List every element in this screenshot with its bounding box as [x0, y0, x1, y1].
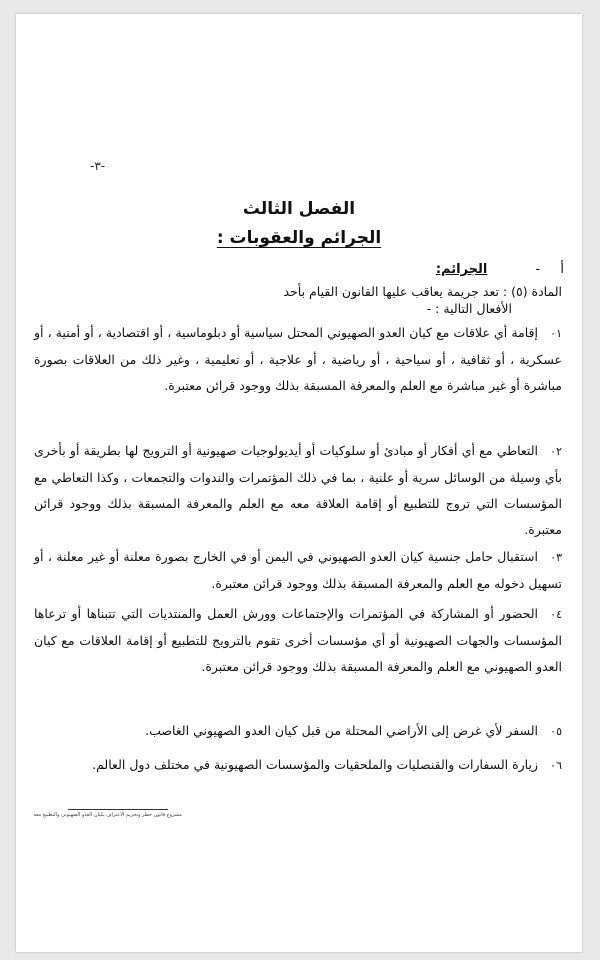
list-item — [34, 320, 562, 399]
list-item — [34, 601, 562, 680]
section-title: الجرائم والعقوبات : — [216, 228, 382, 248]
list-item — [34, 544, 562, 597]
chapter-title: الفصل الثالث — [242, 199, 356, 219]
item-number: ٠١ — [550, 327, 562, 340]
page-number: -٣- — [90, 159, 106, 173]
item-text: استقبال حامل جنسية كيان العدو الصهيوني في اليمن أو في الخارج بصورة معلنة أو غير معلنة ، أو تسهيل دخوله مع العلم والمعرفة المسبقة بذلك ووجود قرائن معتبرة. — [34, 549, 562, 591]
item-text: زيارة السفارات والقنصليات والملحقيات والمؤسسات الصهيونية في مختلف دول العالم. — [92, 757, 538, 772]
section-title-wrapper — [16, 228, 582, 248]
list-item — [34, 718, 562, 745]
item-number: ٠٢ — [550, 445, 562, 458]
item-text: التعاطي مع أي أفكار أو مبادئ أو سلوكيات أو أيديولوجيات صهيونية أو الترويج لها بطريقة أو بأخرى بأي وسيلة من الوسائل سرية أو علنية ، بما في ذلك المؤتمرات والندوات والتجمعات ، وكذا التعاطي مع المؤسسات التي تروج للتطبيع أو إقامة العلاقة معه مع العلم والمعرفة المسبقة بذلك ووجود قرائن معتبرة. — [34, 443, 562, 537]
item-text: إقامة أي علاقات مع كيان العدو الصهيوني المحتل سياسية أو دبلوماسية ، أو اقتصادية ، أو أمنية ، أو عسكرية ، أو ثقافية ، أو سياحية ، أو رياضية ، أو علاجية ، أو تعليمية ، وغير ذلك من العلاقات بصورة مباشرة أو غير مباشرة مع العلم والمعرفة المسبقة بذلك ووجود قرائن معتبرة. — [34, 325, 562, 393]
item-number: ٠٤ — [550, 608, 562, 621]
crimes-letter: أ — [560, 262, 564, 277]
crimes-dash: - — [535, 262, 541, 277]
list-item — [34, 752, 562, 779]
list-item — [34, 438, 562, 543]
item-text: الحضور أو المشاركة في المؤتمرات والإجتماعات وورش العمل والمنتديات التي تتبناها أو ترعاها المؤسسات والجهات الصهيونية أو أي مؤسسات أخرى تقوم بالترويج للتطبيع أو إقامة العلاقات مع كيان العدو الصهيوني مع العلم والمعرفة المسبقة بذلك ووجود قرائن معتبرة. — [34, 606, 562, 674]
article-5: المادة (٥) : تعد جريمة يعاقب عليها القانون القيام بأحد — [283, 284, 562, 299]
crimes-heading-row — [436, 262, 564, 277]
footnote: مشروع قانون حظر وتجريم الاعتراف بكيان العدو الصهيوني والتطبيع معه — [33, 812, 182, 818]
item-number: ٠٣ — [550, 551, 562, 564]
item-text: السفر لأي غرض إلى الأراضي المحتلة من قبل كيان العدو الصهيوني الغاصب. — [145, 723, 538, 738]
footnote-divider — [68, 809, 168, 810]
item-number: ٠٥ — [550, 725, 562, 738]
article-5-tail: الأفعال التالية : - — [426, 301, 512, 316]
crimes-heading: الجرائم: — [435, 262, 488, 277]
item-number: ٠٦ — [550, 759, 562, 772]
document-page — [16, 14, 582, 952]
